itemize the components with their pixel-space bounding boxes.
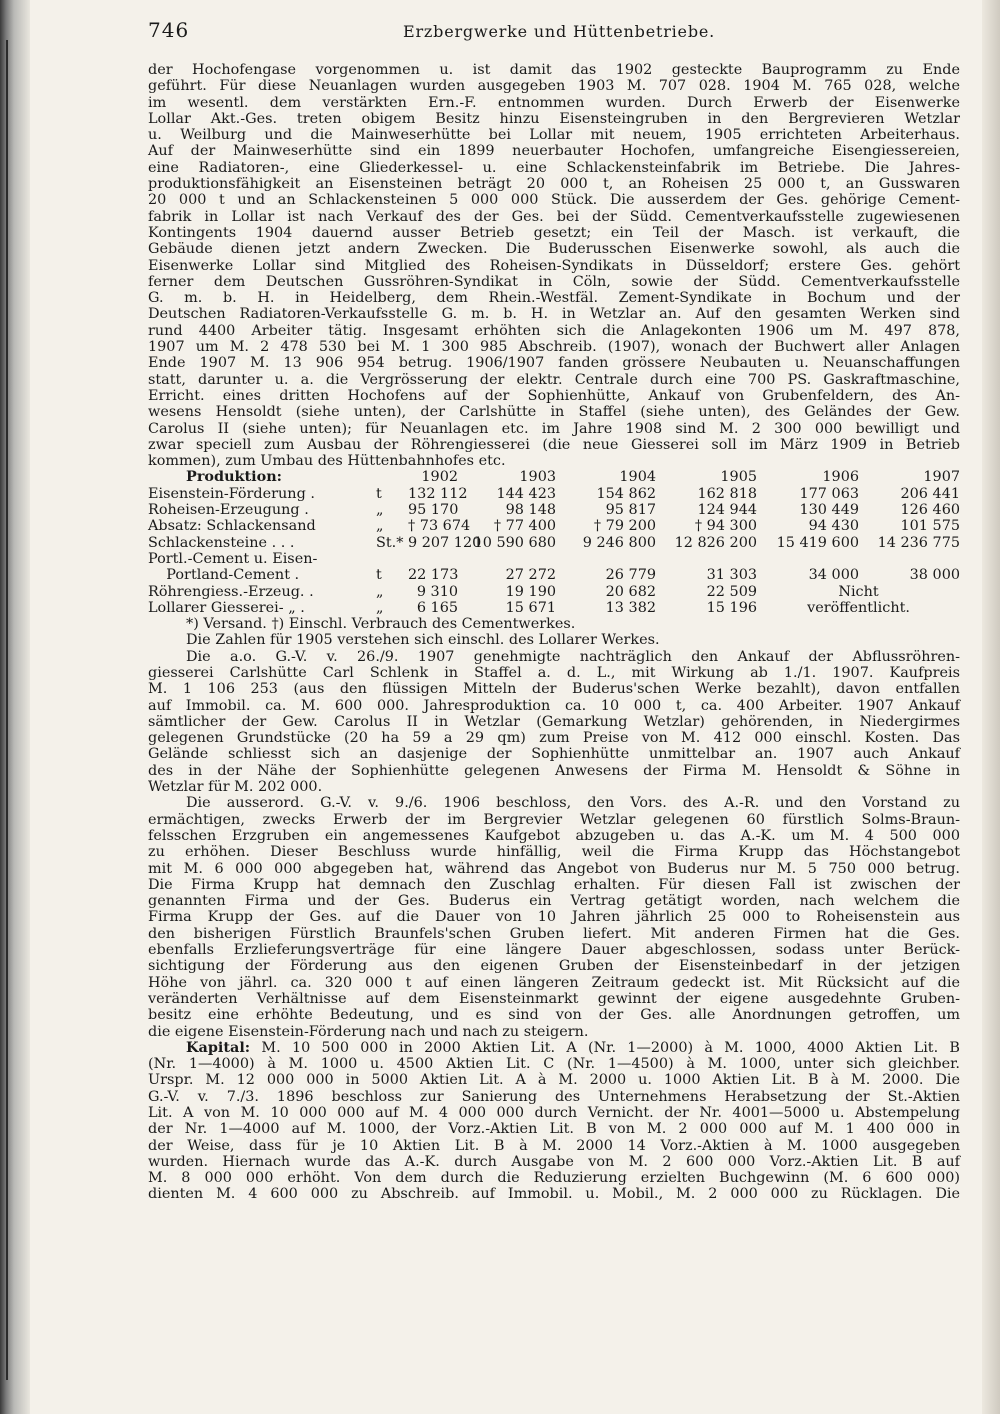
production-value: † 79 200	[593, 518, 657, 535]
text-line: u. Weilburg und die Mainweserhütte bei Lollar mit neuem, 1905 errichteten Arbeiterhaus.	[148, 127, 960, 144]
production-value: 12 826 200	[674, 534, 758, 551]
text-line: eine Radiatoren-, eine Gliederkessel- u. eine Schlackensteinfabrik im Betriebe. Die Jahres-	[148, 159, 960, 176]
production-value: 19 190	[505, 583, 557, 600]
production-value	[757, 551, 859, 567]
production-value: 124 944	[697, 502, 758, 519]
text-line: Die ausserord. G.-V. v. 9./6. 1906 beschloss, den Vors. des A.-R. und den Vorstand zu	[186, 795, 960, 812]
text-line: Gebäude dienen jetzt andern Zwecken. Die Buderusschen Eisenwerke sowohl, als auch die	[148, 241, 960, 258]
production-note: Die Zahlen für 1905 verstehen sich einschl. des Lollarer Werkes.	[186, 632, 660, 649]
text-line: der Hochofengase vorgenommen u. ist damit das 1902 gesteckte Bauprogramm zu Ende	[148, 62, 960, 78]
production-row-unit: t	[376, 567, 382, 584]
paragraph-kapital	[148, 1040, 960, 1203]
text-line: sämtlicher der Gew. Carolus II in Wetzlar (Gemarkung Wetzlar) gehörenden, in Niedergirmes	[148, 713, 960, 730]
production-row-label: Schlackensteine . . .	[148, 534, 295, 551]
production-row-label: Lollarer Giesserei- „ .	[148, 599, 305, 616]
production-value: 9 310	[416, 583, 459, 600]
text-line: Die Firma Krupp hat demnach den Zuschlag erhalten. Für diesen Fall ist zwischen der	[148, 876, 960, 893]
text-line: produktionsfähigkeit an Eisensteinen beträgt 20 000 t, an Roheisen 25 000 t, an Gusswaren	[148, 176, 960, 193]
text-line: der Nr. 1—4000 auf M. 1000, der Vorz.-Aktien Lit. B von M. 2 000 000 auf M. 1 400 000 in	[148, 1121, 960, 1138]
text-line: wesens Hensoldt (siehe unten), der Carlshütte in Staffel (siehe unten), des Geländes der Gew.	[148, 404, 960, 421]
text-line: Kontingents 1904 dauernd ausser Betrieb gesetzt; ein Teil der Masch. ist verkauft, die	[148, 224, 960, 241]
production-value: 95 817	[605, 502, 657, 519]
production-row-unit: „	[376, 518, 384, 535]
text-line: im wesentl. dem verstärkten Ern.-F. entnommen wurden. Durch Erwerb der Eisenwerke	[148, 94, 960, 111]
production-value: 6 165	[416, 599, 459, 616]
text-line: Lollar Akt.-Ges. treten obigem Besitz hinzu Eisensteingruben in den Bergrevieren Wetzlar	[148, 110, 960, 127]
production-value: 206 441	[900, 485, 961, 502]
production-value: † 77 400	[493, 518, 557, 535]
production-value: 27 272	[505, 567, 557, 584]
production-row-label: Roheisen-Erzeugung .	[148, 502, 309, 519]
text-line: rund 4400 Arbeiter tätig. Insgesamt erhöhten sich die Anlagekonten 1906 um M. 497 878,	[148, 322, 960, 339]
production-value: 20 682	[605, 583, 657, 600]
production-value: 14 236 775	[877, 534, 961, 551]
text-line: ferner dem Deutschen Gussröhren-Syndikat in Cöln, sowie der Südd. Cementverkaufsstelle	[148, 273, 960, 290]
text-line: die eigene Eisenstein-Förderung nach und nach zu steigern.	[148, 1023, 589, 1040]
text-line: besitz eine erhöhte Bedeutung, und es sind von der Ges. alle Anordnungen getroffen, um	[148, 1007, 960, 1024]
production-value: 34 000	[808, 567, 860, 584]
production-row	[148, 600, 960, 616]
production-row	[148, 486, 960, 502]
year-1906: 1906	[822, 469, 860, 486]
production-value: 10 590 680	[473, 534, 557, 551]
text-line: Carolus II (siehe unten); für Neuanlagen etc. im Jahre 1908 sind M. 2 300 000 bewilligt und	[148, 420, 960, 437]
production-body	[148, 486, 960, 616]
production-value: 22 173	[408, 567, 459, 584]
text-line: wurden. Hiernach wurde das A.-K. durch Ausgabe von M. 2 600 000 Vorz.-Aktien Lit. B auf	[148, 1153, 960, 1170]
production-value: Nicht	[838, 583, 879, 600]
production-value: 130 449	[799, 502, 860, 519]
year-1905: 1905	[720, 469, 758, 486]
text-line: auf Immobil. ca. M. 600 000. Jahresproduktion ca. 10 000 t, ca. 400 Arbeiter. 1907 Ankauf	[148, 697, 960, 714]
production-row-unit: „	[376, 583, 384, 600]
production-value: 144 423	[496, 485, 557, 502]
production-value: 9 207 120	[408, 534, 482, 551]
kapital-label: Kapital:	[186, 1038, 251, 1056]
text-line: sichtigung der Förderung aus den eigenen Gruben der Eisensteinbedarf in der jetzigen	[148, 958, 960, 975]
text-line: statt, darunter u. a. die Vergrösserung der elektr. Centrale durch eine 700 PS. Gaskraftmaschine,	[148, 371, 960, 388]
text-line: Ende 1907 M. 13 906 954 betrug. 1906/1907 fanden grössere Neubauten u. Neuanschaffungen	[148, 355, 960, 372]
text-line: kommen), zum Umbau des Hüttenbahnhofes etc.	[148, 453, 506, 470]
kapital-first-line	[148, 1040, 960, 1056]
text-line: Wetzlar für M. 202 000.	[148, 779, 323, 796]
production-row-unit: St.*	[376, 534, 404, 551]
text-line: Lit. A von M. 10 000 000 auf M. 4 000 000 durch Vernicht. der Nr. 4001—5000 u. Abstempelung	[148, 1105, 960, 1121]
production-row-label: Absatz: Schlackensand	[148, 518, 316, 535]
production-row-label: Eisenstein-Förderung .	[148, 485, 315, 502]
text-line: Höhe von jährl. ca. 320 000 t auf einen längeren Zeitraum gedeckt ist. Mit Rücksicht auf die	[148, 974, 960, 991]
text-line: M. 1 106 253 (aus den flüssigen Mitteln der Buderus'schen Werke bezahlt), davon entfallen	[148, 681, 960, 698]
book-gutter	[0, 0, 30, 1414]
text-line: zwar speciell zum Ausbau der Röhrengiesserei (die neue Giesserei soll im März 1909 in Betrieb	[148, 436, 960, 453]
production-value: † 73 674	[408, 518, 471, 535]
text-line: Erricht. eines dritten Hochofens auf der Sophienhütte, Ankauf von Grubenfeldern, des An-	[148, 387, 960, 404]
paragraph-krupp	[148, 795, 960, 1039]
text-line: dienten M. 4 600 000 zu Abschreib. auf Immobil. u. Mobil., M. 2 000 000 zu Rücklagen. Die	[148, 1186, 960, 1203]
text-line: Deutschen Radiatoren-Verkaufsstelle G. m. b. H. in Wetzlar an. Auf den gesamten Werken sind	[148, 306, 960, 323]
production-value: veröffentlicht.	[807, 599, 910, 616]
production-value	[859, 551, 960, 567]
text-line: fabrik in Lollar ist nach Verkauf des der Ges. bei der Südd. Cementverkaufsstelle zugewiesenen	[148, 208, 960, 225]
text-line: giesserei Carlshütte Carl Schlenk in Staffel a. d. L., mit Wirkung ab 1./1. 1907. Kaufpreis	[148, 664, 960, 681]
production-row-unit: „	[376, 502, 384, 519]
year-1902: 1902	[421, 469, 459, 486]
text-line: ebenfalls Erzlieferungsverträge für eine längere Dauer abgeschlossen, sodass unter Berück-	[148, 942, 960, 959]
text-line: Gelände schliesst sich an dasjenige der Sophienhütte unmittelbar an. 1907 auch Ankauf	[148, 746, 960, 763]
page-number: 746	[148, 18, 190, 42]
production-value: 154 862	[596, 485, 657, 502]
production-row	[148, 535, 960, 551]
page-right-edge	[982, 0, 1000, 1414]
text-line: gelegenen Grundstücke (20 ha 59 a 29 qm) zum Preise von M. 412 000 einschl. Kosten. Das	[148, 730, 960, 747]
text-line: Eisenwerke Lollar sind Mitglied des Roheisen-Syndikats in Düsseldorf; erstere Ges. gehört	[148, 257, 960, 274]
gutter-shadow-line	[6, 40, 8, 1380]
text-line: Firma Krupp der Ges. auf die Dauer von 10 Jahren jährlich 25 000 to Roheisenstein aus	[148, 909, 960, 926]
production-value: 13 382	[605, 599, 657, 616]
production-value: 132 112	[408, 485, 468, 502]
production-value: 98 148	[505, 502, 557, 519]
production-value: 38 000	[909, 567, 961, 584]
text-line: Die a.o. G.-V. v. 26./9. 1907 genehmigte nachträglich den Ankauf der Abflussröhren-	[186, 648, 960, 665]
paragraph-carlshuette	[148, 649, 960, 796]
production-footnote: *) Versand. †) Einschl. Verbrauch des Cementwerkes.	[186, 616, 576, 633]
paragraph-plants	[148, 62, 960, 469]
text-line: der Weise, dass für je 10 Aktien Lit. B à M. 2000 14 Vorz.-Aktien à M. 1000 ausgegeben	[148, 1137, 960, 1154]
running-title: Erzbergwerke und Hüttenbetriebe.	[403, 22, 716, 41]
production-row-unit	[370, 551, 408, 567]
page-body	[148, 62, 960, 1203]
production-row-label: Portl.-Cement u. Eisen-	[148, 550, 318, 567]
text-line: G. m. b. H. in Heidelberg, dem Rhein.-Westfäl. Zement-Syndikate in Bochum und der	[148, 290, 960, 307]
text-line: (Nr. 1—4000) à M. 1000 u. 4500 Aktien Lit. C (Nr. 1—4500) à M. 1000, unter sich gleichber.	[148, 1056, 960, 1073]
text-line: veränderten Verhältnisse auf dem Eisensteinmarkt gewinnt der eigene ausgedehnte Gruben-	[148, 990, 960, 1007]
text-line: genannten Firma und der Ges. Buderus ein Vertrag getätigt worden, nach welchem die	[148, 893, 960, 910]
production-value: † 94 300	[694, 518, 758, 535]
production-row	[148, 518, 960, 534]
production-row	[148, 584, 960, 600]
production-row	[148, 567, 960, 583]
text-line: 20 000 t und an Schlackensteinen 5 000 000 Stück. Die ausserdem der Ges. gehörige Cement-	[148, 192, 960, 209]
production-value: 126 460	[900, 502, 961, 519]
production-value: 94 430	[808, 518, 860, 535]
year-1903: 1903	[519, 469, 557, 486]
text-line: zu erhöhen. Dieser Beschluss wurde hinfällig, weil die Firma Krupp das Höchstangebot	[148, 844, 960, 861]
year-1904: 1904	[619, 469, 657, 486]
production-value	[458, 551, 556, 567]
production-value: 15 419 600	[776, 534, 860, 551]
production-value: 101 575	[900, 518, 961, 535]
text-line: mit M. 6 000 000 abgegeben hat, während das Angebot von Buderus nur M. 5 750 000 betrug.	[148, 860, 960, 877]
production-value: 15 196	[706, 599, 758, 616]
text-line: des in der Nähe der Sophienhütte gelegenen Anwesens der Firma M. Hensoldt & Söhne in	[148, 762, 960, 779]
production-value	[408, 551, 458, 567]
production-value	[656, 551, 757, 567]
production-row-label: Portland-Cement .	[148, 567, 300, 584]
text-line: Auf der Mainweserhütte sind ein 1899 neuerbauter Hochofen, umfangreiche Eisengiessereien,	[148, 143, 960, 160]
text-line: M. 8 000 000 erhöht. Von dem durch die Reduzierung erzielten Buchgewinn (M. 6 600 000)	[148, 1170, 960, 1187]
production-row-label: Röhrengiess.-Erzeug. .	[148, 583, 314, 600]
production-value: 9 246 800	[582, 534, 657, 551]
production-title: Produktion:	[186, 468, 282, 486]
text-line: 1907 um M. 2 478 530 bei M. 1 300 985 Abschreib. (1907), wonach der Buchwert aller Anlagen	[148, 339, 960, 356]
production-value: 177 063	[799, 485, 860, 502]
year-1907: 1907	[923, 469, 961, 486]
production-value: 15 671	[505, 599, 557, 616]
production-value: 26 779	[605, 567, 657, 584]
page-header	[148, 18, 968, 48]
text-line: felsschen Erzgruben ein angemessenes Kaufgebot abzugeben u. das A.-K. um M. 4 500 000	[148, 827, 960, 844]
text-line: den bisherigen Fürstlich Braunfels'schen Gruben liefert. Mit anderen Firmen hat die Ges.	[148, 925, 960, 942]
production-row	[148, 551, 960, 567]
production-value: 162 818	[697, 485, 758, 502]
production-table	[148, 469, 960, 616]
production-header-row	[148, 469, 960, 485]
production-value: 31 303	[706, 567, 758, 584]
production-row-unit: „	[376, 599, 384, 616]
production-row	[148, 502, 960, 518]
text-line: ermächtigen, zwecks Erwerb der im Bergrevier Wetzlar gelegenen 60 fürstlich Solms-Braun-	[148, 811, 960, 828]
production-row-unit: t	[376, 485, 382, 502]
text-line: geführt. Für diese Neuanlagen wurden ausgegeben 1903 M. 707 028. 1904 M. 765 028, welche	[148, 78, 960, 95]
production-value: 22 509	[706, 583, 758, 600]
production-value: 95 170	[408, 502, 459, 519]
text-line: Urspr. M. 12 000 000 in 5000 Aktien Lit. A à M. 2000 u. 1000 Aktien Lit. B à M. 2000. Die	[148, 1072, 960, 1089]
text-line: G.-V. v. 7./3. 1896 beschloss zur Sanierung des Unternehmens Herabsetzung der St.-Aktien	[148, 1088, 960, 1105]
production-value	[556, 551, 656, 567]
kapital-first-text: M. 10 500 000 in 2000 Aktien Lit. A (Nr. 1—2000) à M. 1000, 4000 Aktien Lit. B	[261, 1039, 960, 1056]
